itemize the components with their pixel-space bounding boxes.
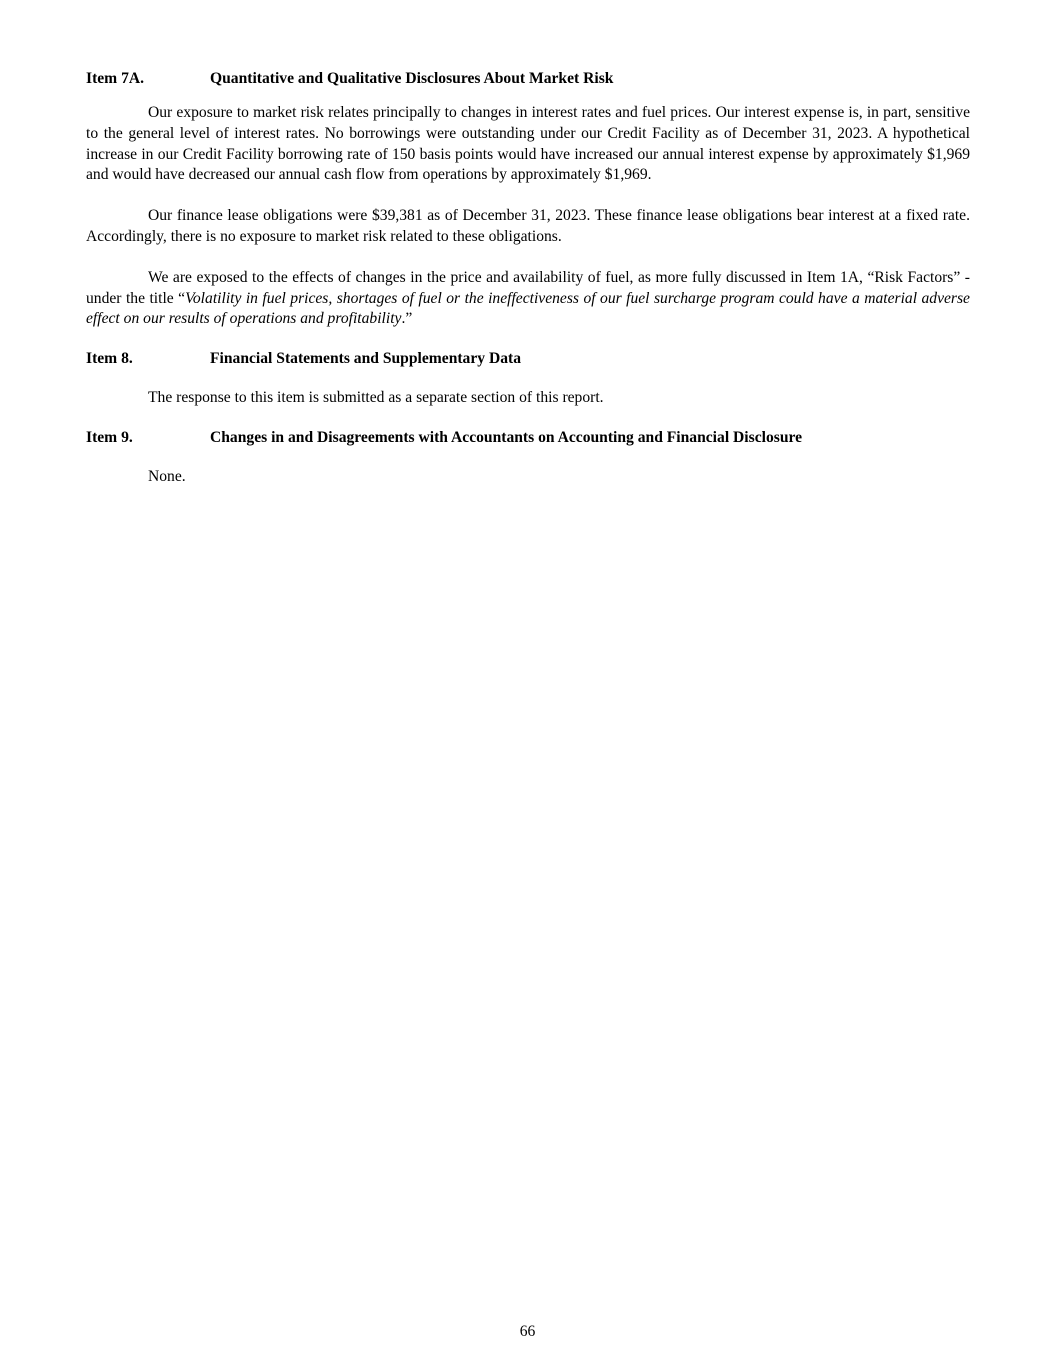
item-9-heading [86,427,970,449]
item-9-title: Changes in and Disagreements with Accountants on Accounting and Financial Disclosure [210,428,803,446]
item-9-paragraph: None. [148,467,186,485]
finance-lease-paragraph: Our finance lease obligations were $39,381 as of December 31, 2023. These finance lease obligations bear interest at a fixed rate. Accordingly, there is no exposure to market risk related to these obligations. [86,207,970,245]
item-8-heading [86,348,970,370]
market-risk-paragraph: Our exposure to market risk relates principally to changes in interest rates and fuel prices. Our interest expense is, in part, sensitive to the general level of interest rates. No borrowings were outstanding under our Credit Facility as of December 31, 2023. A hypothetical increase in our Credit Facility borrowing rate of 150 basis points would have increased our annual interest expense by approximately $1,969 and would have decreased our annual cash flow from operations by approximately $1,969. [86,104,970,184]
risk-factor-title: Volatility in fuel prices, shortages of fuel or the ineffectiveness of our fuel surcharge program could have a material adverse effect on our results of operations and profitability [86,289,970,328]
item-8-paragraph: The response to this item is submitted as a separate section of this report. [148,389,604,407]
fuel-paragraph-lead: We are exposed to the effects of changes in the price and availability of fuel, as more fully discussed in Item 1A, “Risk Factors” - under the title “ [86,268,970,307]
fuel-exposure-paragraph [86,268,970,330]
item-8-number: Item 8. [86,350,133,368]
page-number: 66 [519,1323,536,1340]
item-7a-number: Item 7A. [86,70,145,87]
document-page [86,68,970,488]
item-7a-heading [86,68,970,90]
fuel-paragraph-close: .” [401,310,413,328]
item-8-title: Financial Statements and Supplementary Data [210,350,522,368]
item-7a-title: Quantitative and Qualitative Disclosures About Market Risk [210,70,614,87]
item-9-number: Item 9. [86,428,133,446]
